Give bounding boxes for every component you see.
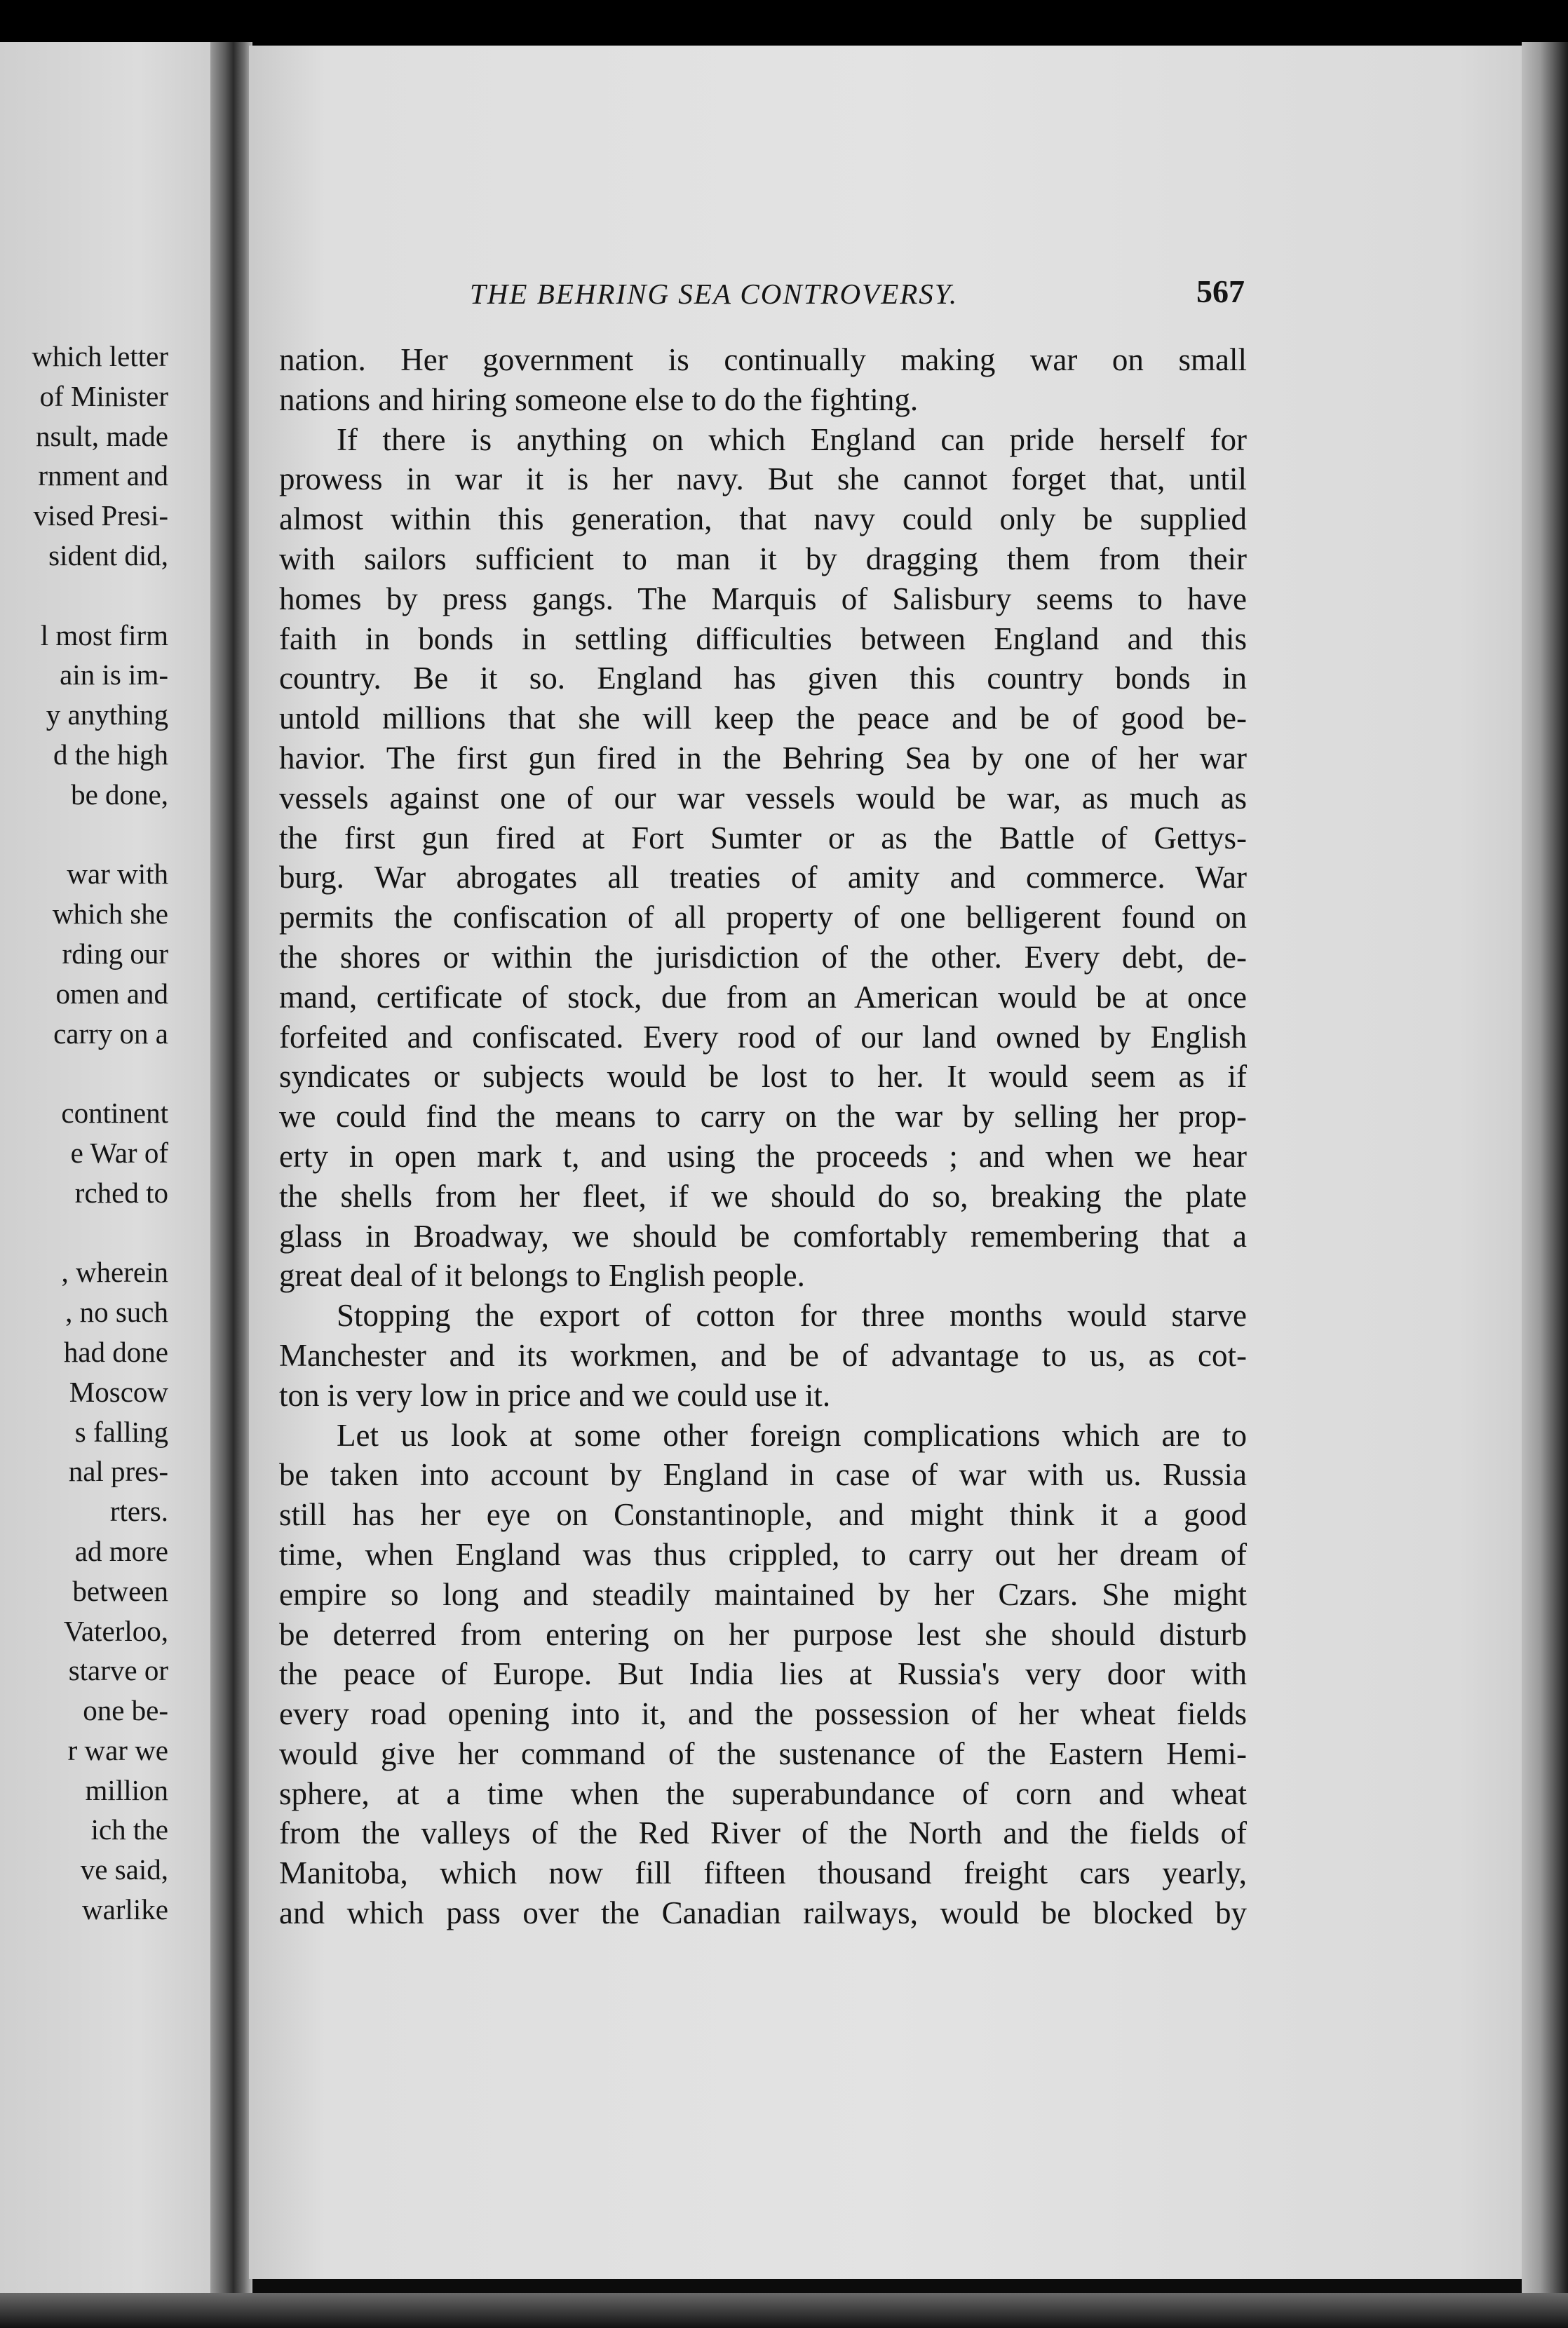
previous-page-line [0,1213,168,1253]
body-text [279,340,1247,1933]
previous-page-line: ad more [74,1534,168,1567]
text-line: glass in Broadway, we should be comfortably remembering that a [279,1218,1247,1254]
previous-page-line [0,576,168,616]
previous-page-line: between [72,1574,168,1607]
previous-page-line: which letter [32,340,168,372]
text-line: homes by press gangs. The Marquis of Salisbury seems to have [279,581,1247,616]
text-line: the first gun fired at Fort Sumter or as the Battle of Gettys- [279,820,1247,855]
previous-page-line: rters. [109,1495,168,1528]
previous-page-line: r war we [67,1733,168,1766]
previous-page-line: carry on a [53,1017,168,1050]
text-line: almost within this generation, that navy could only be supplied [279,501,1247,537]
text-line: Let us look at some other foreign complications which are to [337,1417,1247,1453]
previous-page-line: war with [67,858,168,891]
text-line: be taken into account by England in case of war with us. Russia [279,1457,1247,1493]
text-line: the shells from her fleet, if we should do so, breaking the plate [279,1178,1247,1214]
previous-page-line: s falling [74,1415,168,1448]
previous-page-line: million [85,1773,168,1806]
previous-page-line: ve said, [80,1853,168,1886]
text-line: great deal of it belongs to English people. [279,1258,805,1294]
text-line: havior. The first gun fired in the Behring Sea by one of her war [279,740,1247,776]
previous-page-line: Vaterloo, [63,1614,168,1647]
scan-bottom-border [0,2293,1568,2328]
previous-page-line: which she [52,898,168,930]
text-line: faith in bonds in settling difficulties between England and this [279,621,1247,656]
text-line: untold millions that she will keep the peace and be of good be- [279,701,1247,736]
text-line: the peace of Europe. But India lies at Russia's very door with [279,1656,1247,1692]
previous-page-line: vised Presi- [33,499,168,532]
text-line: with sailors sufficient to man it by dragging them from their [279,541,1247,576]
page-number: 567 [1196,273,1245,309]
text-line: ton is very low in price and we could use it. [279,1377,831,1413]
previous-page-text [0,337,168,1930]
text-line: and which pass over the Canadian railways, would be blocked by [279,1895,1247,1931]
previous-page-line: rched to [74,1176,168,1209]
text-line: mand, certificate of stock, due from an American would be at once [279,979,1247,1015]
text-line: vessels against one of our war vessels would be war, as much as [279,780,1247,816]
previous-page-line: y anything [46,698,168,731]
previous-page-line: omen and [55,977,168,1010]
previous-page-line: e War of [70,1136,168,1169]
previous-page-line: of Minister [39,379,168,412]
previous-page-edge [0,42,231,2296]
text-line: nation. Her government is continually making war on small [279,342,1247,377]
previous-page-line: sident did, [48,539,168,571]
previous-page-line: nsult, made [35,419,168,452]
previous-page-line: warlike [82,1893,168,1926]
previous-page-line: continent [61,1097,168,1130]
text-line: Manitoba, which now fill fifteen thousand freight cars yearly, [279,1855,1247,1891]
book-gutter [210,42,252,2296]
text-line: empire so long and steadily maintained by her Czars. She might [279,1576,1247,1612]
previous-page-line: nal pres- [68,1455,168,1488]
text-line: If there is anything on which England can pride herself for [337,421,1247,457]
previous-page-line [0,815,168,855]
previous-page-line: be done, [71,778,168,811]
previous-page-line: had done [63,1335,168,1368]
previous-page-line: l most firm [40,618,168,651]
previous-page-line [0,1053,168,1093]
text-line: country. Be it so. England has given this country bonds in [279,661,1247,696]
previous-page-line: Moscow [69,1375,168,1408]
previous-page-line: d the high [53,738,168,771]
text-line: we could find the means to carry on the war by selling her prop- [279,1099,1247,1135]
text-line: still has her eye on Constantinople, and might think it a good [279,1497,1247,1533]
text-line: syndicates or subjects would be lost to her. It would seem as if [279,1059,1247,1095]
text-line: time, when England was thus crippled, to carry out her dream of [279,1536,1247,1572]
text-line: every road opening into it, and the possession of her wheat fields [279,1696,1247,1732]
text-line: prowess in war it is her navy. But she cannot forget that, until [279,461,1247,497]
text-line: sphere, at a time when the superabundance of corn and wheat [279,1775,1247,1811]
text-line: Stopping the export of cotton for three months would starve [337,1298,1247,1334]
text-line: burg. War abrogates all treaties of amity and commerce. War [279,860,1247,895]
text-line: erty in open mark t, and using the proceeds ; and when we hear [279,1138,1247,1174]
previous-page-line: rnment and [38,459,168,492]
previous-page-line: , wherein [61,1256,168,1289]
previous-page-line: ain is im- [60,658,168,691]
running-head: THE BEHRING SEA CONTROVERSY. [470,278,959,310]
previous-page-line: , no such [65,1296,168,1329]
text-line: permits the confiscation of all property of one belligerent found on [279,900,1247,935]
previous-page-line: one be- [83,1694,168,1727]
text-line: nations and hiring someone else to do the fighting. [279,381,919,417]
text-line: be deterred from entering on her purpose lest she should disturb [279,1616,1247,1652]
text-line: would give her command of the sustenance of the Eastern Hemi- [279,1735,1247,1771]
page-right-edge [1522,42,1568,2328]
text-line: from the valleys of the Red River of the North and the fields of [279,1815,1247,1851]
previous-page-line: starve or [68,1654,168,1687]
previous-page-line: rding our [62,937,168,970]
text-line: the shores or within the jurisdiction of the other. Every debt, de- [279,939,1247,975]
text-line: forfeited and confiscated. Every rood of our land owned by English [279,1019,1247,1055]
page-header [470,273,1245,319]
previous-page-line: ich the [90,1813,168,1846]
text-line: Manchester and its workmen, and be of advantage to us, as cot- [279,1337,1247,1373]
